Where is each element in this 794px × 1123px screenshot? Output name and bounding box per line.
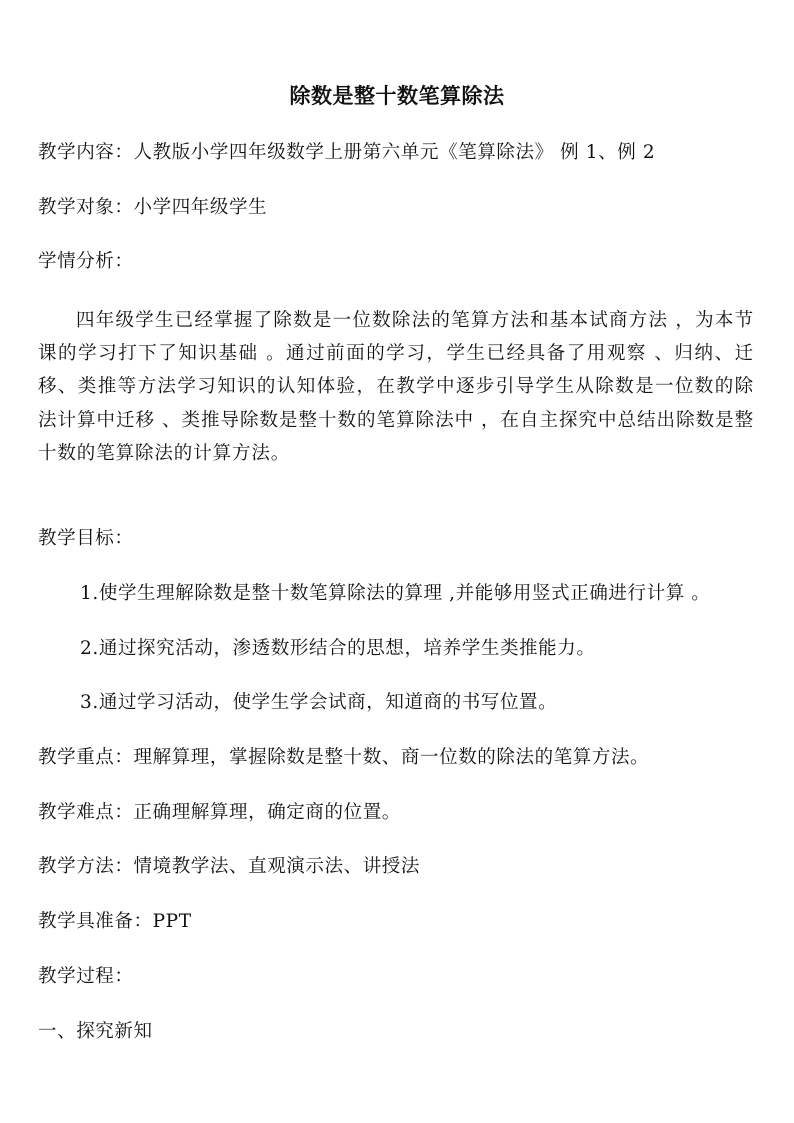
- analysis-heading: 学情分析：: [38, 251, 134, 272]
- teaching-preparation: 教学具准备：PPT: [38, 911, 192, 932]
- document-title: 除数是整十数笔算除法: [289, 84, 505, 108]
- difficulty: 教学难点：正确理解算理，确定商的位置。: [38, 802, 401, 823]
- teaching-methods: 教学方法：情境教学法、直观演示法、讲授法: [38, 856, 421, 877]
- process-heading: 教学过程：: [38, 966, 134, 987]
- goal-item-2: 2.通过探究活动，渗透数形结合的思想，培养学生类推能力。: [80, 638, 596, 659]
- section-heading-1: 一、探究新知: [38, 1021, 153, 1042]
- analysis-paragraph: 四年级学生已经掌握了除数是一位数除法的笔算方法和基本试商方法 ，为本节课的学习打下了知识基础 。通过前面的学习，学生已经具备了用观察 、归纳、迁移、类推等方法学习知识的认知体验，在教学中逐步引导学生从除数是一位数的除法计算中迁移 、类推导除数是整十数的笔算除法中 ，在自主探究中总结出除数是整十数的笔算除法的计算方法。: [38, 310, 754, 464]
- teaching-audience: 教学对象：小学四年级学生: [38, 197, 268, 218]
- key-point: 教学重点：理解算理，掌握除数是整十数、商一位数的除法的笔算方法。: [38, 747, 650, 768]
- teaching-content: 教学内容：人教版小学四年级数学上册第六单元《笔算除法》 例 1、例 2: [38, 142, 656, 163]
- goal-item-1: 1.使学生理解除数是整十数笔算除法的算理 ,并能够用竖式正确进行计算 。: [80, 583, 711, 604]
- goals-heading: 教学目标：: [38, 528, 134, 549]
- goal-item-3: 3.通过学习活动，使学生学会试商，知道商的书写位置。: [80, 692, 558, 713]
